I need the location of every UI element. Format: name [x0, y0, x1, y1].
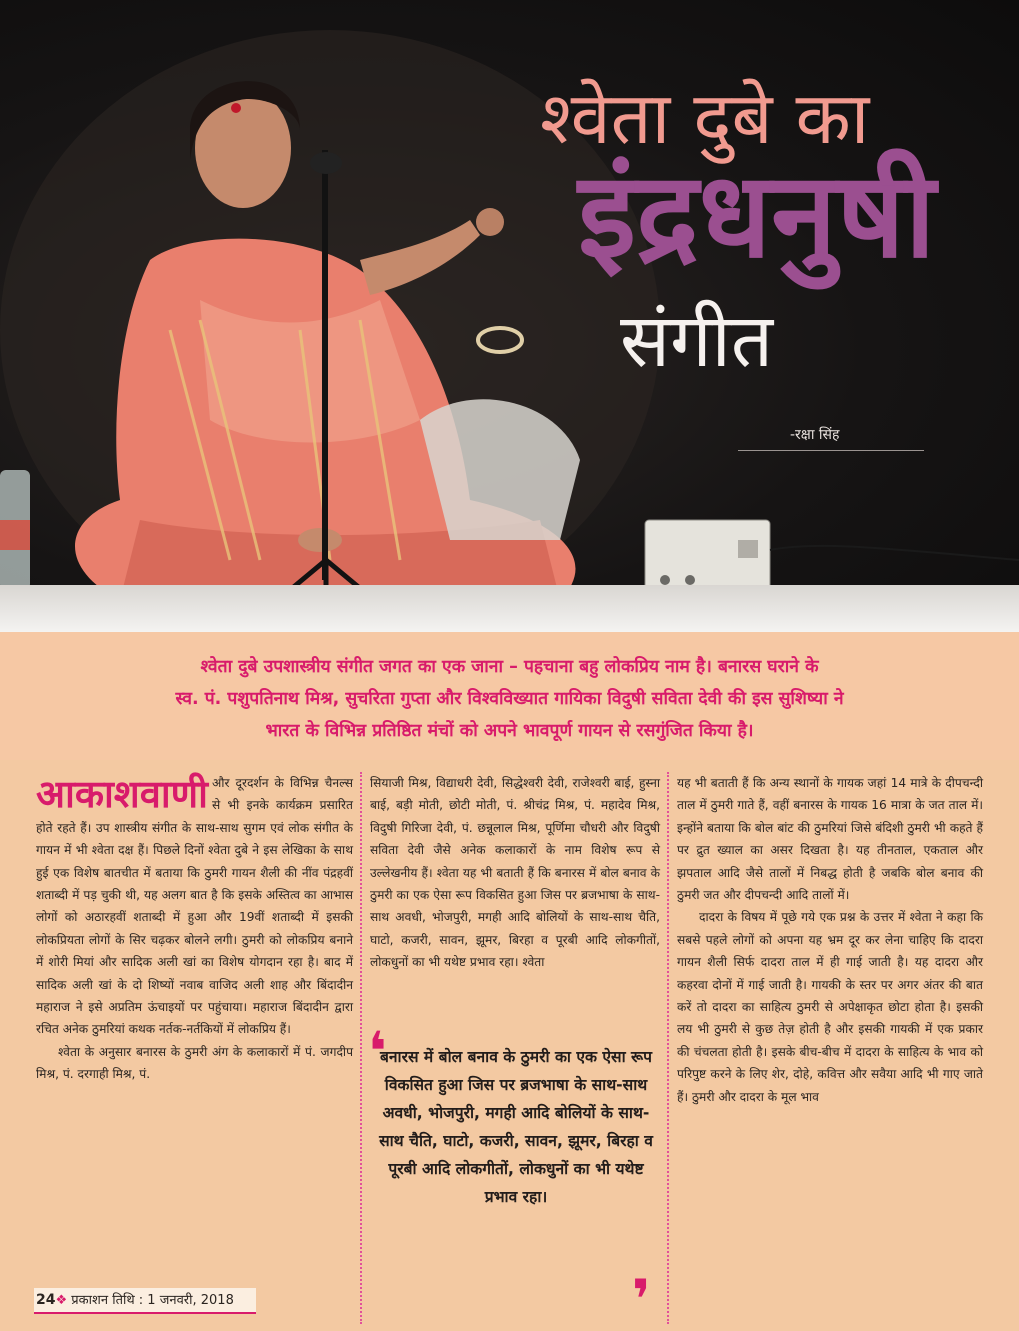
- body-column-3: [677, 772, 983, 1108]
- close-quote-icon: ❜: [632, 1268, 651, 1331]
- author-byline: -रक्षा सिंह: [790, 427, 840, 443]
- publication-date: प्रकाशन तिथि : 1 जनवरी, 2018: [71, 1293, 234, 1308]
- intro-deck: [0, 632, 1019, 760]
- open-quote-icon: ❛: [368, 1020, 387, 1083]
- deck-line-1: श्वेता दुबे उपशास्त्रीय संगीत जगत का एक जाना – पहचाना बहु लोकप्रिय नाम है। बनारस घराने के: [200, 657, 819, 677]
- deck-line-2: स्व. पं. पशुपतिनाथ मिश्र, सुचरिता गुप्ता और विश्वविख्यात गायिका विदुषी सविता देवी की इस सुशिष्या ने: [175, 689, 844, 709]
- headline-line-3: संगीत: [620, 298, 774, 384]
- body-paragraph: यह भी बताती हैं कि अन्य स्थानों के गायक जहां 14 मात्रे के दीपचन्दी ताल में ठुमरी गाते हैं, वहीं बनारस के गायक 16 मात्रा के जत ताल में। इन्होंने बताया कि बोल बांट की ठुमरियां जिसे बंदिशी ठुमरी भी कहते हैं पर द्रुत ख्याल का असर दिखता है। यह तीनताल, एकताल और झपताल आदि जैसे तालों में निबद्ध होती है जबकि बोल बनाव की ठुमरी जत और दीपचन्दी आदि तालों में।: [677, 776, 983, 903]
- body-column-1: [36, 772, 353, 1086]
- body-paragraph: सियाजी मिश्र, विद्याधरी देवी, सिद्धेश्वरी देवी, राजेश्वरी बाई, हुस्ना बाई, बड़ी मोती, छोटी मोती, पं. श्रीचंद्र मिश्र, पं. महादेव मिश्र, विदुषी गिरिजा देवी, पं. छन्नूलाल मिश्र, पूर्णिमा चौधरी और विदुषी सविता देवी जैसे अनेक कलाकारों के नाम विशेष रूप से उल्लेखनीय हैं। श्वेता यह भी बताती हैं कि बनारस में बोल बनाव के ठुमरी का एक ऐसा रूप विकसित हुआ जिस पर ब्रजभाषा के साथ-साथ अवधी, भोजपुरी, मगही आदि बोलियों के साथ-साथ चैति, घाटो, कजरी, सावन, झूमर, बिरहा व पूरबी आदि लोकगीतों, लोकधुनों का भी यथेष्ट प्रभाव रहा। श्वेता: [370, 776, 660, 970]
- column-divider: [667, 772, 671, 1324]
- hero-photo: [0, 0, 1019, 632]
- headline-line-2: इंद्रधनुषी: [578, 146, 936, 284]
- headline-line-1: श्वेता दुबे का: [540, 76, 870, 160]
- body-column-2: [370, 772, 660, 974]
- body-paragraph: और दूरदर्शन के विभिन्न चैनल्स से भी इनके कार्यक्रम प्रसारित होते रहते हैं। उप शास्त्रीय संगीत के साथ-साथ सुगम एवं लोक संगीत के गायन में भी श्वेता दक्ष हैं। पिछले दिनों श्वेता दुबे ने इस लेखिका के साथ हुई एक विशेष बातचीत में बताया कि ठुमरी गायन शैली की नींव पंद्रहवीं शताब्दी में पड़ चुकी थी, यह अलग बात है कि इसके अस्तित्व का आभास लोगों को अठारहवीं शताब्दी में हुआ और 19वीं शताब्दी में इसकी लोकप्रियता लोगों के सिर चढ़कर बोलने लगी। ठुमरी को लोकप्रिय बनाने में शोरी मियां और सादिक अली खां का विशेष योगदान रहा है। बाद में सादिक अली खां के दो शिष्यों नवाब वाजिद अली शाह और बिंदादीन महाराज ने इसे अप्रतिम ऊंचाइयों पर पहुंचाया। महाराज बिंदादीन द्वारा रचित अनेक ठुमरियां कथक नर्तक-नर्तकियों में लोकप्रिय हैं।: [36, 776, 353, 1037]
- stage-floor: [0, 585, 1019, 632]
- column-divider: [360, 772, 364, 1324]
- page-folio: [34, 1288, 256, 1314]
- body-paragraph: दादरा के विषय में पूछे गये एक प्रश्न के उत्तर में श्वेता ने कहा कि सबसे पहले लोगों को अपना यह भ्रम दूर कर लेना चाहिए कि दादरा गायन शैली सिर्फ दादरा ताल में ही गाई जाती है। यह दादरा और कहरवा दोनों में गाई जाती है। गायकी के स्तर पर अगर अंतर की बात करें तो दादरा का साहित्य ठुमरी से अपेक्षाकृत छोटा होता है। इसकी लय भी ठुमरी से कुछ तेज़ होती है और इसकी गायकी में एक प्रकार की चंचलता होती है। इसके बीच-बीच में दादरा के साहित्य के भाव को परिपुष्ट करने के लिए शेर, दोहे, कवित्त और सवैया आदि भी गाए जाते हैं। ठुमरी और दादरा के मूल भाव: [677, 910, 983, 1104]
- pull-quote: बनारस में बोल बनाव के ठुमरी का एक ऐसा रूप विकसित हुआ जिस पर ब्रजभाषा के साथ-साथ अवधी, भोजपुरी, मगही आदि बोलियों के साथ-साथ चैति, घाटो, कजरी, सावन, झूमर, बिरहा व पूरबी आदि लोकगीतों, लोकधुनों का भी यथेष्ट प्रभाव रहा।: [379, 1048, 653, 1206]
- byline-rule: [738, 450, 924, 451]
- page-number: 24: [36, 1292, 56, 1308]
- body-paragraph: श्वेता के अनुसार बनारस के ठुमरी अंग के कलाकारों में पं. जगदीप मिश्र, पं. दरगाही मिश्र, पं.: [36, 1044, 353, 1082]
- star-ornament-icon: ❖: [55, 1293, 68, 1308]
- dropcap-word: आकाशवाणी: [36, 772, 208, 816]
- deck-line-3: भारत के विभिन्न प्रतिष्ठित मंचों को अपने भावपूर्ण गायन से रसगुंजित किया है।: [265, 721, 754, 741]
